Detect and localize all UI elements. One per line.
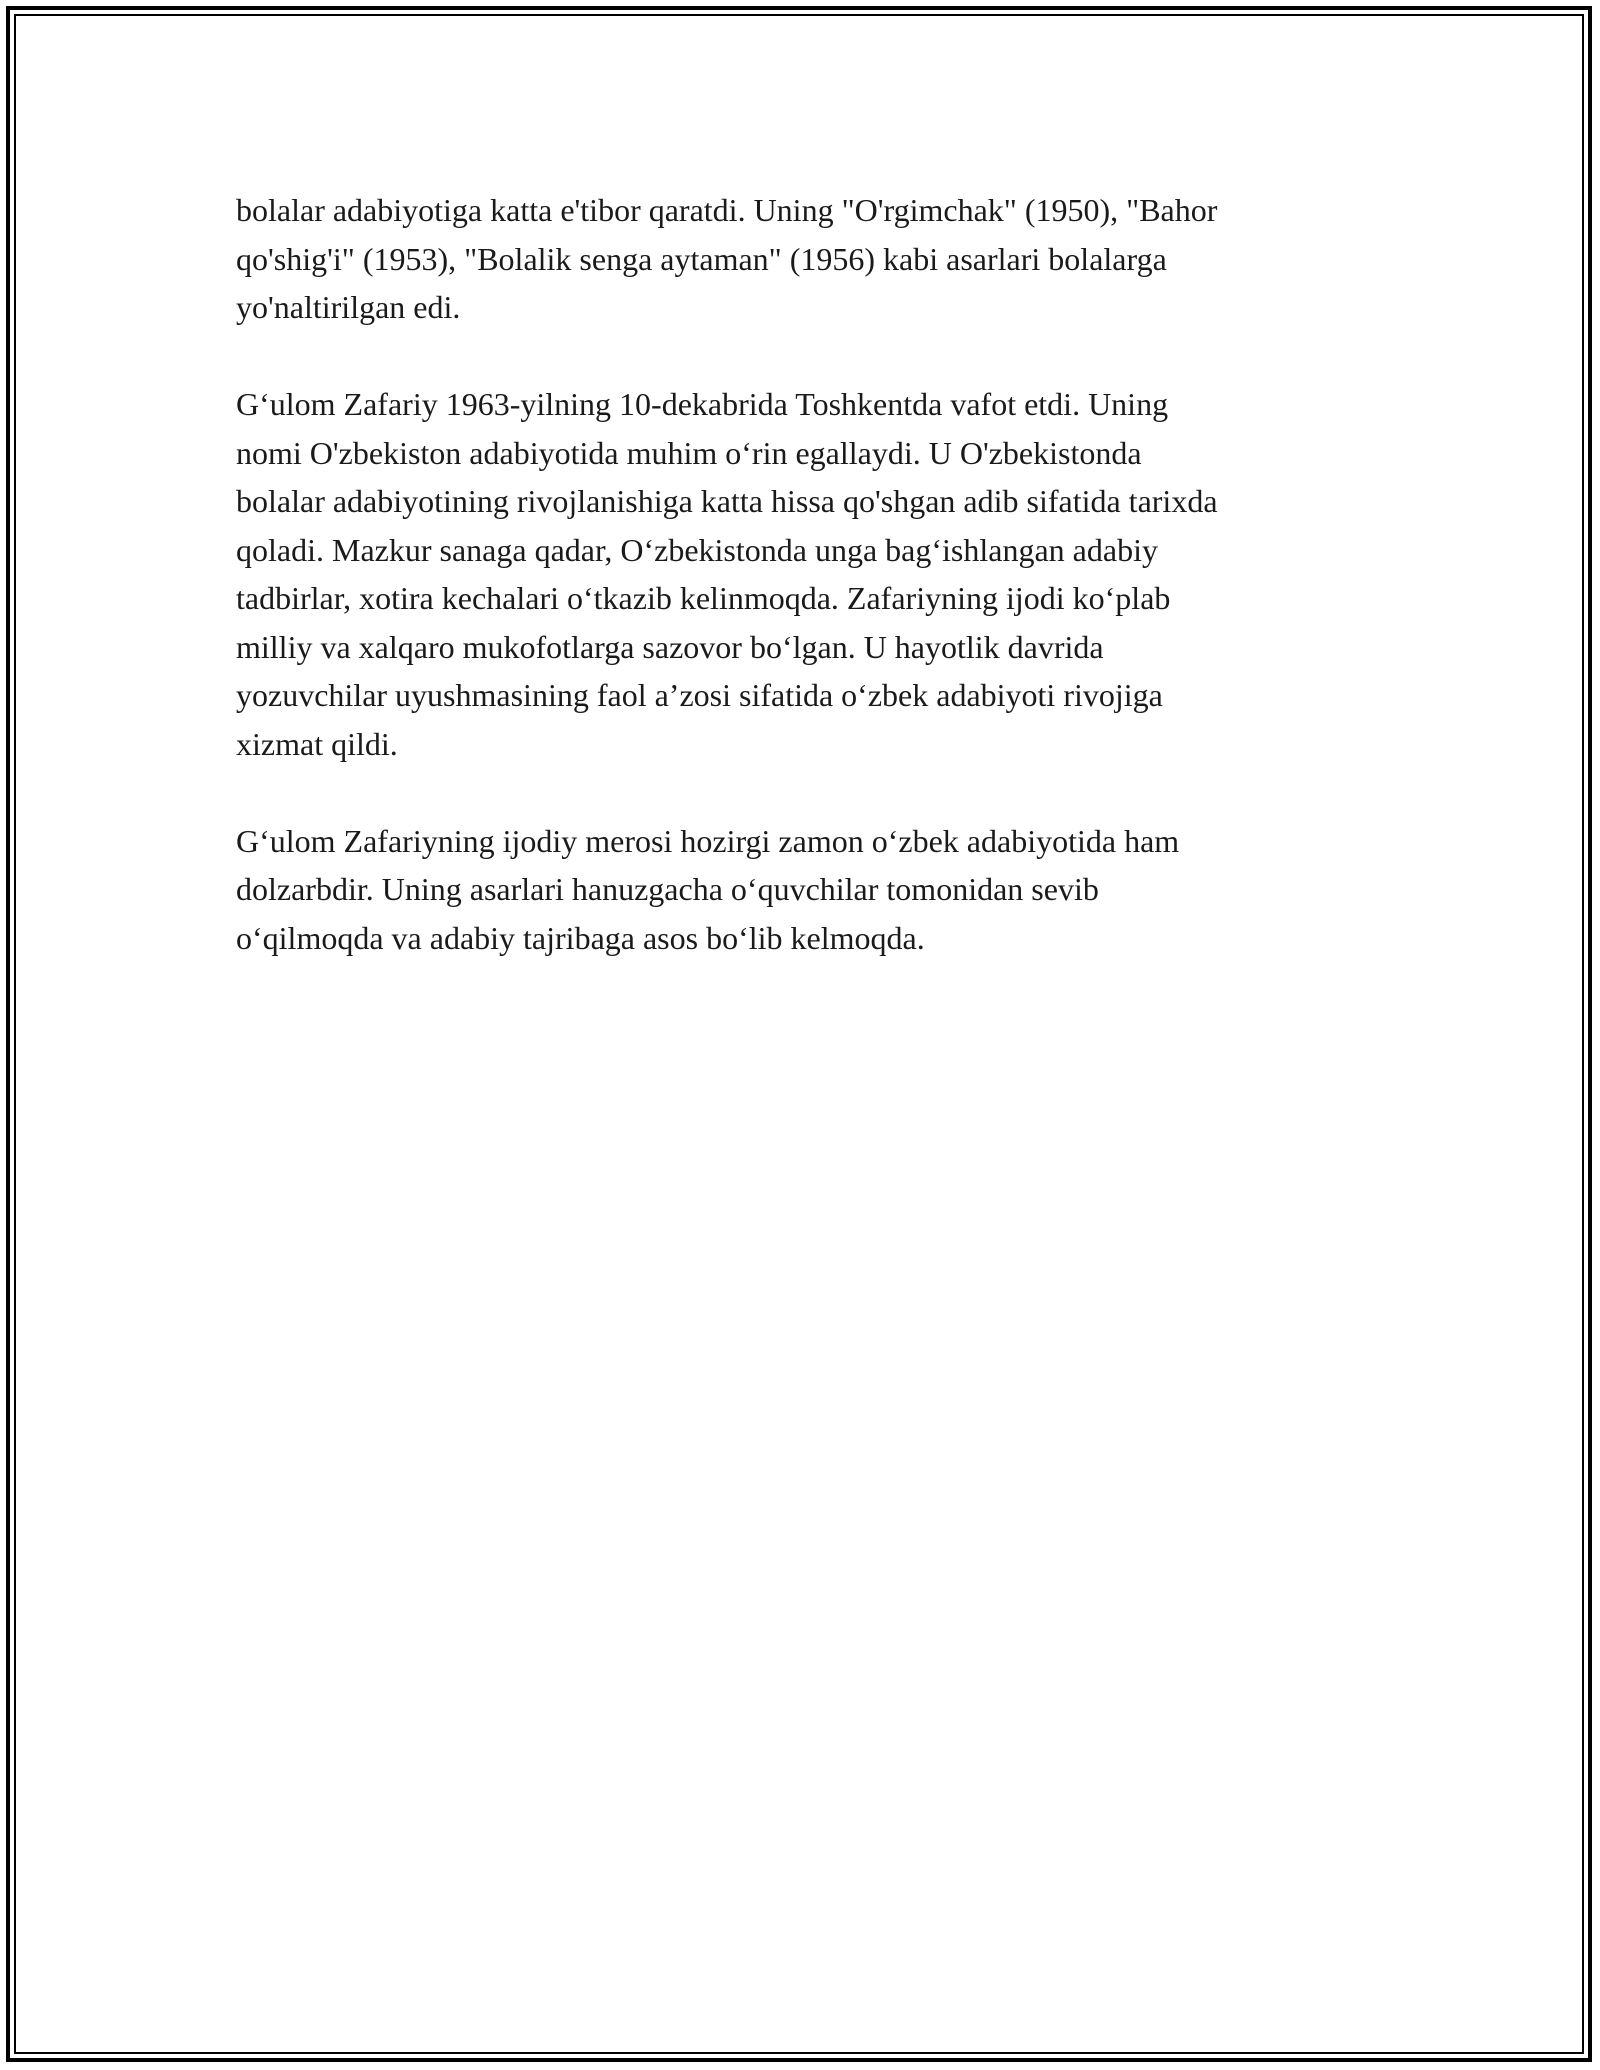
document-body [236,186,1376,1011]
paragraph-death-and-legacy: G‘ulom Zafariy 1963-yilning 10-dekabrida Toshkentda vafot etdi. Uning nomi O'zbekiston adabiyotida muhim o‘rin egallaydi. U O'zbekistonda bolalar adabiyotining rivojlanishiga katta hissa qo'shgan adib sifatida tarixda qoladi. Mazkur sanaga qadar, O‘zbekistonda unga bag‘ishlangan adabiy tadbirlar, xotira kechalari o‘tkazib kelinmoqda. Zafariyning ijodi ko‘plab milliy va xalqaro mukofotlarga sazovor bo‘lgan. U hayotlik davrida yozuvchilar uyushmasining faol a’zosi sifatida o‘zbek adabiyoti rivojiga xizmat qildi. [236,386,1218,762]
paragraph-children-literature: bolalar adabiyotiga katta e'tibor qaratdi. Uning "O'rgimchak" (1950), "Bahor qo'shig'i" (1953), "Bolalik senga aytaman" (1956) kabi asarlari bolalarga yo'naltirilgan edi. [236,192,1218,325]
paragraph-creative-heritage: G‘ulom Zafariyning ijodiy merosi hozirgi zamon o‘zbek adabiyotida ham dolzarbdir. Uning asarlari hanuzgacha o‘quvchilar tomonidan sevib o‘qilmoqda va adabiy tajribaga asos bo‘lib kelmoqda. [236,822,1180,956]
